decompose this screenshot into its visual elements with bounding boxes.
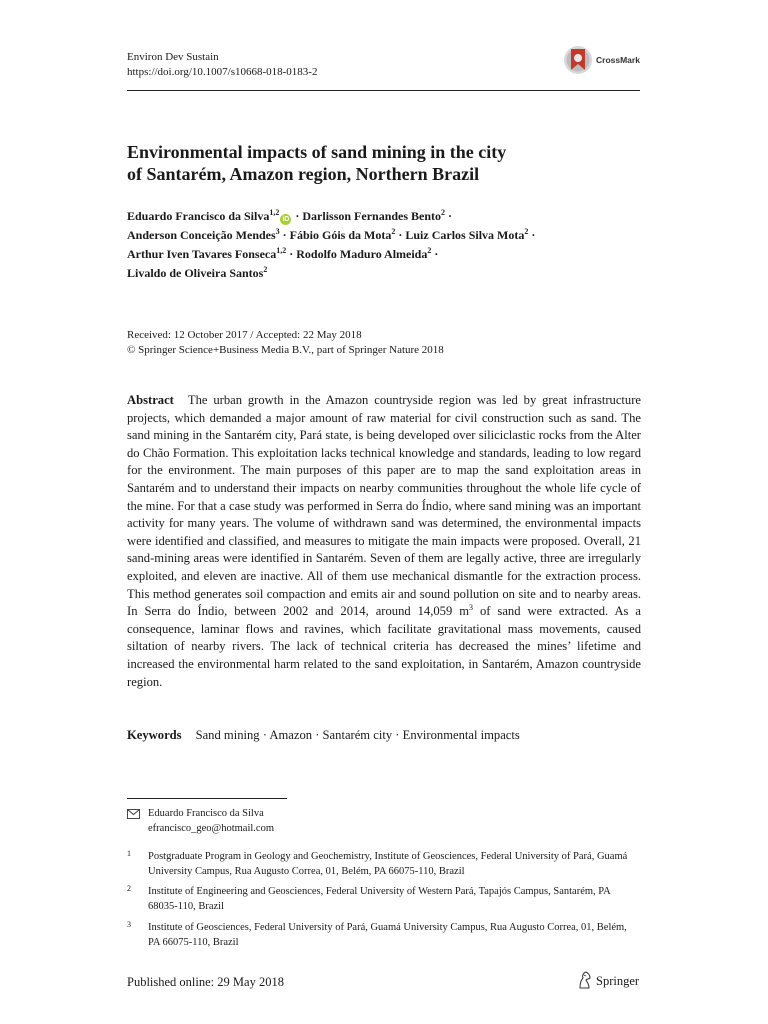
author-name[interactable]: · Luiz Carlos Silva Mota	[395, 228, 525, 242]
affiliation-number: 2	[127, 884, 131, 893]
author-affiliation-sup: 2	[427, 246, 432, 255]
author-affiliation-sup: 2	[441, 208, 446, 217]
author-affiliation-sup: 2	[524, 227, 529, 236]
envelope-icon	[127, 809, 140, 819]
author-name[interactable]: · Darlisson Fernandes Bento	[292, 209, 442, 223]
journal-header	[127, 50, 317, 80]
affiliation-text: Institute of Geosciences, Federal University of Pará, Guamá University Campus, Rua Augusto Correa, 01, Belém, PA 66075-110, Brazil	[148, 922, 627, 948]
author-name[interactable]: Anderson Conceição Mendes	[127, 228, 276, 242]
author-line-2	[127, 226, 647, 245]
affiliation-1	[127, 849, 647, 879]
springer-logo	[577, 971, 640, 991]
affiliation-text: Postgraduate Program in Geology and Geochemistry, Institute of Geosciences, Federal University of Pará, Guamá University Campus, Rua Augusto Correa, 01, Belém, PA 66075-110, Brazil	[148, 851, 628, 877]
author-name[interactable]: · Rodolfo Maduro Almeida	[286, 247, 428, 261]
copyright-notice: © Springer Science+Business Media B.V., part of Springer Nature 2018	[127, 344, 444, 356]
keywords-label: Keywords	[127, 728, 182, 742]
affiliation-number: 1	[127, 849, 131, 858]
author-name[interactable]: · Fábio Góis da Mota	[279, 228, 392, 242]
publisher-name: Springer	[596, 974, 640, 988]
author-separator: ·	[445, 209, 453, 223]
author-name[interactable]: Eduardo Francisco da Silva	[127, 209, 270, 223]
abstract-superscript: 3	[469, 603, 474, 613]
keywords-section	[127, 727, 520, 744]
springer-horse-icon	[577, 971, 593, 989]
keywords-text: Sand mining · Amazon · Santarém city · Environmental impacts	[195, 728, 520, 742]
doi-link[interactable]: https://doi.org/10.1007/s10668-018-0183-2	[127, 66, 318, 78]
correspondence-email[interactable]: efrancisco_geo@hotmail.com	[148, 823, 274, 834]
abstract-text-continued: of sand were extracted. As a consequence, laminar flows and ravines, which facilitate gravitational mass movements, caused siltation of nearby rivers. The lack of technical criteria has decreased the mines’ lifetime and increased the environmental harm related to the sand exploitation, in Santarém, Amazon countryside region.	[127, 604, 641, 689]
author-name[interactable]: Arthur Iven Tavares Fonseca	[127, 247, 277, 261]
author-affiliation-sup: 2	[391, 227, 396, 236]
received-accepted-dates: Received: 12 October 2017 / Accepted: 22 May 2018	[127, 329, 362, 341]
paper-title	[127, 141, 647, 185]
author-affiliation-sup: 1,2	[276, 246, 287, 255]
correspondence-name: Eduardo Francisco da Silva	[148, 808, 264, 819]
author-list	[127, 207, 647, 283]
footnote-divider	[127, 798, 287, 799]
crossmark-label: CrossMark	[596, 55, 640, 65]
orcid-icon[interactable]: iD	[282, 216, 290, 223]
abstract-text: The urban growth in the Amazon countryside region was led by great infrastructure projects, which demanded a major amount of raw material for civil construction such as sand. The sand mining in the Santarém city, Pará state, is being developed over siliciclastic rocks from the Alter do Chão Formation. This exploitation lacks technical knowledge and standards, leading to low regard for the environment. The main purposes of this paper are to map the sand exploitation areas in Santarém and to understand their impacts on nearby communities throughout the whole life cycle of the mine. For that a case study was performed in Serra do Índio, where sand mining was an important activity for many years. The volume of withdrawn sand was determined, the environmental impacts were identified and classified, and measures to mitigate the main impacts were proposed. Overall, 21 sand-mining areas were identified in Santarém. Seven of them are legally active, three are irregularly exploited, and eleven are inactive. All of them use mechanical dismantle for the extraction process. This method generates soil compaction and emits air and sound pollution on site and to nearby areas. In Serra do Índio, between 2002 and 2014, around 14,059 m	[127, 393, 641, 619]
abstract-section	[127, 392, 641, 691]
affiliation-3	[127, 920, 647, 950]
author-separator: ·	[431, 247, 439, 261]
abstract-label: Abstract	[127, 393, 174, 407]
author-affiliation-sup: 2	[263, 265, 268, 274]
journal-name: Environ Dev Sustain	[127, 51, 219, 63]
author-affiliation-sup: 3	[275, 227, 280, 236]
title-line-1: Environmental impacts of sand mining in the city	[127, 142, 507, 162]
affiliation-number: 3	[127, 920, 131, 929]
affiliation-text: Institute of Engineering and Geosciences, Federal University of Western Pará, Tapajós Campus, Santarém, PA 68035-110, Brazil	[148, 886, 611, 912]
published-online-date: Published online: 29 May 2018	[127, 975, 284, 989]
title-line-2: of Santarém, Amazon region, Northern Brazil	[127, 164, 480, 184]
author-separator: ·	[528, 228, 536, 242]
author-affiliation-sup: 1,2	[269, 208, 280, 217]
affiliation-2	[127, 884, 647, 914]
article-history	[127, 328, 444, 358]
author-line-4	[127, 264, 647, 283]
header-divider	[127, 90, 640, 91]
author-line-3	[127, 245, 647, 264]
crossmark-badge[interactable]	[563, 43, 643, 77]
author-name[interactable]: Livaldo de Oliveira Santos	[127, 266, 264, 280]
author-line-1	[127, 207, 647, 226]
crossmark-icon	[563, 43, 593, 77]
